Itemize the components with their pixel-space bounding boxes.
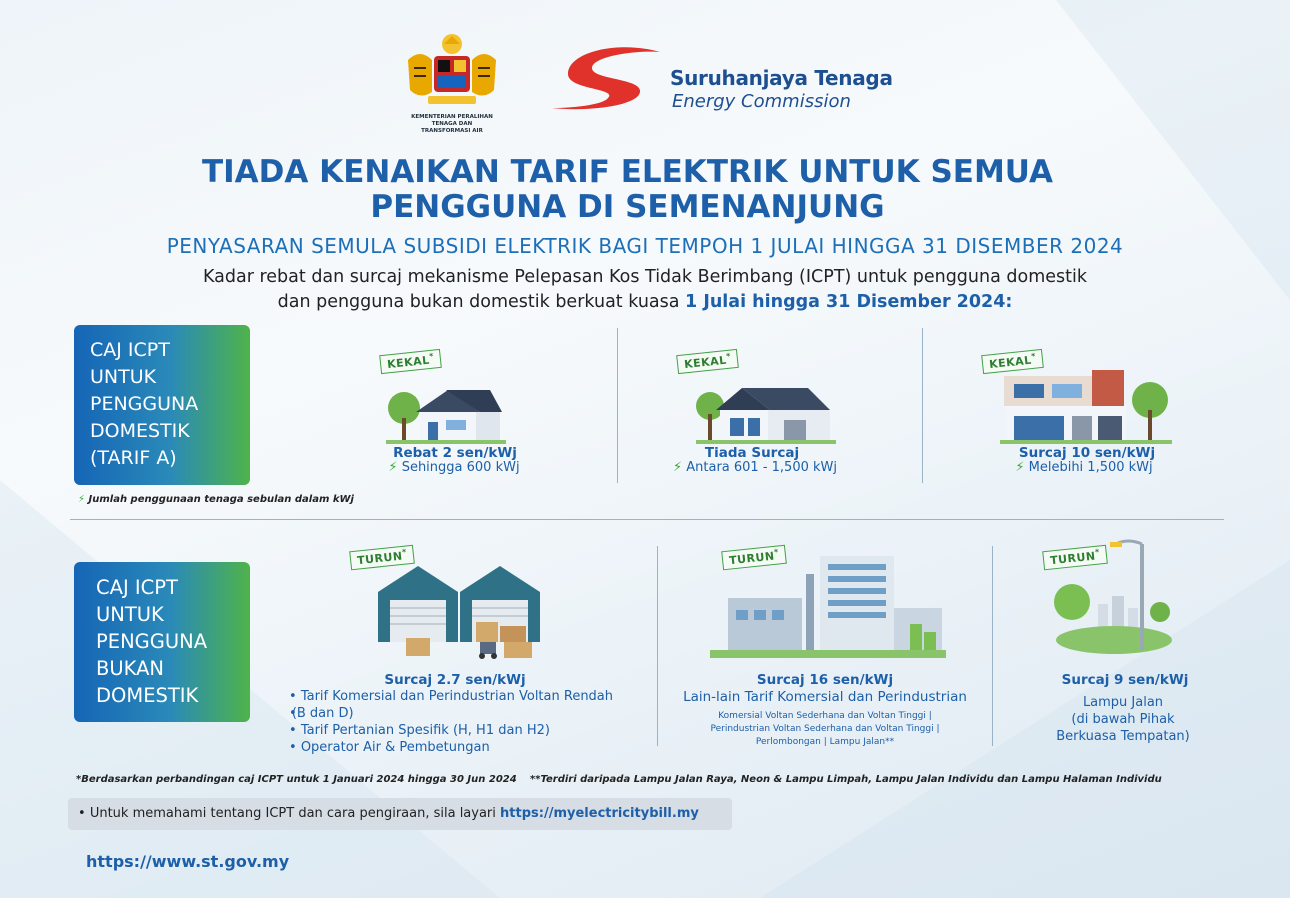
- list-item-text: (B dan D): [291, 706, 354, 721]
- large-house-icon: [1000, 366, 1172, 444]
- domestic-usage-text: Sehingga 600 kWj: [401, 460, 520, 475]
- street-lamp-icon: [1049, 536, 1172, 656]
- nondomestic-category-line: DOMESTIK: [96, 684, 199, 707]
- domestic-footnote: [78, 494, 354, 505]
- section-divider: [70, 519, 1224, 520]
- nondomestic-rate-label: Surcaj 2.7 sen/kWj: [384, 672, 526, 688]
- info-bar: • Untuk memahami tentang ICPT dan cara pengiraan, sila layari https://myelectricitybill.my: [68, 798, 732, 830]
- footnote-comparison: *Berdasarkan perbandingan caj ICPT untuk 1 Januari 2024 hingga 30 Jun 2024: [76, 774, 517, 785]
- domestic-rate-label: Tiada Surcaj: [704, 445, 800, 461]
- ministry-caption-line2: TRANSFORMASI AIR: [421, 128, 483, 134]
- domestic-rate-label: Rebat 2 sen/kWj: [393, 445, 517, 461]
- nondomestic-tariff-desc: Lain-lain Tarif Komersial dan Perindustrian: [683, 689, 967, 705]
- domestic-footnote-text: Jumlah penggunaan tenaga sebulan dalam kWj: [88, 494, 354, 505]
- energy-commission-name-en: Energy Commission: [672, 91, 851, 112]
- list-item-text: Operator Air & Pembetungan: [300, 740, 490, 755]
- list-item-text: Tarif Komersial dan Perindustrian Voltan Rendah: [300, 689, 614, 704]
- lamp-desc-line: (di bawah Pihak: [1071, 712, 1175, 727]
- lightning-icon: ⚡: [388, 460, 398, 475]
- ministry-caption-line1: KEMENTERIAN PERALIHAN TENAGA DAN: [411, 114, 493, 127]
- status-badge-kekal: KEKAL*: [981, 349, 1044, 374]
- badge-text: TURUN: [728, 549, 776, 568]
- column-divider: [617, 328, 618, 483]
- list-item: [289, 688, 649, 705]
- column-divider: [922, 328, 923, 483]
- nondomestic-lamp-desc: [1040, 694, 1206, 745]
- status-badge-turun: TURUN*: [1042, 545, 1108, 570]
- tariff-detail-line: Komersial Voltan Sederhana dan Voltan Tinggi |: [718, 711, 932, 721]
- footnote-street-lamps: **Terdiri daripada Lampu Jalan Raya, Neon & Lampu Limpah, Lampu Jalan Individu dan Lampu Halaman Individu: [530, 774, 1162, 785]
- column-divider: [657, 546, 658, 746]
- subtitle: PENYASARAN SEMULA SUBSIDI ELEKTRIK BAGI TEMPOH 1 JULAI HINGGA 31 DISEMBER 2024: [166, 234, 1124, 258]
- domestic-usage-desc: [660, 460, 850, 475]
- nondomestic-tariff-list: [289, 688, 649, 756]
- domestic-usage-text: Antara 601 - 1,500 kWj: [686, 460, 838, 475]
- domestic-usage-desc: [996, 460, 1172, 475]
- domestic-rate-label: Surcaj 10 sen/kWj: [1018, 445, 1156, 461]
- lamp-desc-line: Berkuasa Tempatan): [1056, 729, 1190, 744]
- list-item-continuation: [289, 705, 649, 722]
- medium-house-icon: [696, 380, 836, 444]
- lightning-icon: ⚡: [1015, 460, 1025, 475]
- lightning-icon: ⚡: [672, 460, 683, 475]
- status-badge-turun: TURUN*: [349, 545, 415, 570]
- status-badge-kekal: KEKAL*: [676, 349, 739, 374]
- warehouse-icon: [376, 562, 544, 660]
- domestic-category-line: DOMESTIK: [90, 420, 190, 442]
- domestic-category-box: [74, 325, 250, 485]
- list-item-text: Tarif Pertanian Spesifik (H, H1 dan H2): [300, 723, 550, 738]
- website-url[interactable]: https://www.st.gov.my: [86, 852, 290, 871]
- status-badge-kekal: KEKAL*: [379, 349, 442, 374]
- intro-line1: Kadar rebat dan surcaj mekanisme Pelepasan Kos Tidak Berimbang (ICPT) untuk pengguna domestik: [203, 267, 1087, 287]
- nondomestic-category-line: BUKAN: [96, 657, 165, 680]
- nondomestic-category-box: [74, 562, 250, 722]
- list-item: [289, 739, 649, 756]
- badge-text: KEKAL: [683, 353, 728, 372]
- column-divider: [992, 546, 993, 746]
- intro-effective-date: 1 Julai hingga 31 Disember 2024:: [685, 292, 1013, 312]
- intro-line2: [0, 290, 1290, 314]
- lightning-icon: ⚡: [78, 494, 86, 505]
- ministry-crest-logo: [400, 30, 504, 134]
- factory-building-icon: [710, 554, 946, 658]
- nondomestic-category-line: CAJ ICPT: [96, 576, 178, 599]
- badge-text: TURUN: [1049, 549, 1097, 568]
- tariff-detail-line: Perlombongan | Lampu Jalan**: [755, 737, 895, 747]
- domestic-usage-text: Melebihi 1,500 kWj: [1028, 460, 1153, 475]
- small-house-icon: [386, 378, 506, 444]
- energy-commission-logo: [548, 44, 898, 116]
- domestic-category-line: UNTUK: [90, 366, 157, 388]
- tariff-detail-line: Perindustrian Voltan Sederhana dan Voltan Tinggi |: [710, 724, 940, 734]
- nondomestic-rate-label: Surcaj 16 sen/kWj: [756, 672, 894, 688]
- info-text: Untuk memahami tentang ICPT dan cara pengiraan, sila layari: [89, 806, 501, 821]
- nondomestic-category-line: PENGGUNA: [96, 630, 208, 653]
- energy-commission-swoosh-icon: [548, 44, 668, 114]
- badge-text: KEKAL: [988, 353, 1033, 372]
- domestic-category-line: CAJ ICPT: [90, 339, 170, 361]
- domestic-category-line: (TARIF A): [90, 447, 177, 469]
- energy-commission-name: Suruhanjaya Tenaga: [670, 66, 893, 90]
- status-badge-turun: TURUN*: [721, 545, 787, 570]
- badge-text: KEKAL: [386, 353, 431, 372]
- nondomestic-category-line: UNTUK: [96, 603, 164, 626]
- badge-text: TURUN: [356, 549, 404, 568]
- lamp-desc-line: Lampu Jalan: [1082, 695, 1164, 710]
- main-title-line2: PENGGUNA DI SEMENANJUNG: [370, 189, 885, 225]
- domestic-category-line: PENGGUNA: [90, 393, 199, 415]
- intro-line2-text: dan pengguna bukan domestik berkuat kuasa: [277, 292, 686, 312]
- nondomestic-tariff-details: [668, 710, 982, 749]
- main-title-line1: TIADA KENAIKAN TARIF ELEKTRIK UNTUK SEMUA: [201, 154, 1054, 190]
- list-item: [289, 722, 649, 739]
- myelectricitybill-link[interactable]: https://myelectricitybill.my: [500, 806, 699, 821]
- domestic-usage-desc: [366, 460, 542, 475]
- nondomestic-rate-label: Surcaj 9 sen/kWj: [1061, 672, 1189, 688]
